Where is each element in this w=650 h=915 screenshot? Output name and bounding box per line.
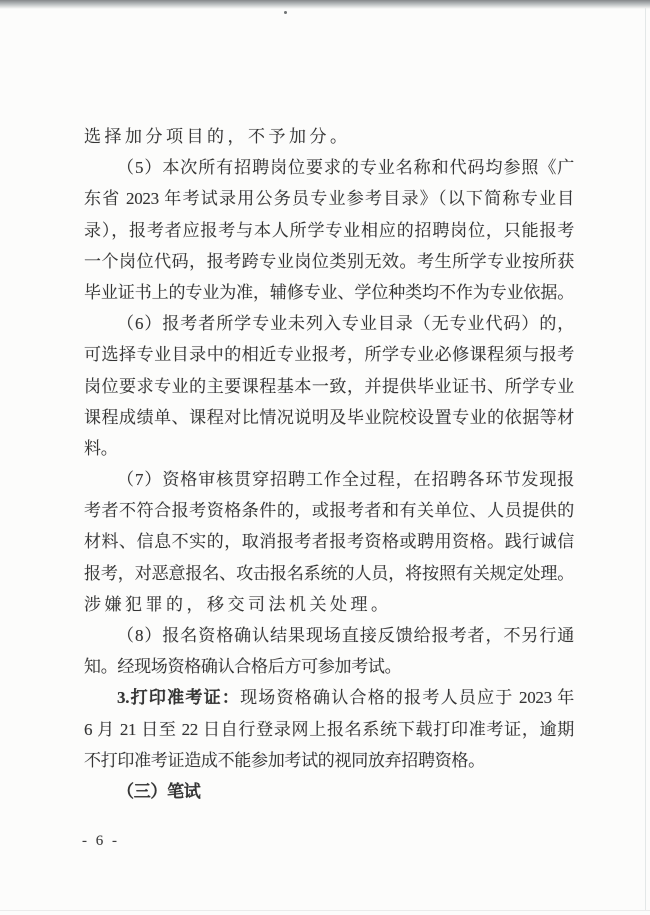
text-line-7 [84, 308, 574, 339]
text-segment: 一个岗位代码，报考跨专业岗位类别无效。考生所学专业按所获 [84, 251, 574, 271]
text-line-1 [84, 121, 574, 152]
text-segment: 岗位要求专业的主要课程基本一致，并提供毕业证书、所学专业 [84, 376, 574, 396]
scan-edge-bottom [0, 910, 650, 911]
text-segment: 课程成绩单、课程对比情况说明及毕业院校设置专业的依据等材 [84, 407, 574, 427]
text-line-8 [84, 339, 574, 370]
text-segment: 现场资格确认合格的报考人员应于 2023 年 [240, 688, 574, 708]
text-segment: 录），报考者应报考与本人所学专业相应的招聘岗位，只能报考 [84, 220, 574, 240]
text-segment: （5）本次所有招聘岗位要求的专业名称和代码均参照《广 [117, 158, 574, 178]
scan-edge-right [645, 8, 646, 910]
text-line-11 [84, 433, 574, 464]
text-segment: 材料、信息不实的，取消报考者报考资格或聘用资格。践行诚信 [84, 532, 574, 552]
text-segment: 可选择专业目录中的相近专业报考，所学专业必修课程须与报考 [84, 345, 574, 365]
scan-speck-artifact [284, 11, 287, 14]
text-line-20 [84, 714, 574, 745]
document-body [84, 121, 574, 807]
text-segment: （7）资格审核贯穿招聘工作全过程，在招聘各环节发现报 [117, 470, 574, 490]
text-segment: 毕业证书上的专业为准，辅修专业、学位种类均不作为专业依据。 [84, 282, 574, 302]
text-line-17 [84, 620, 574, 651]
text-line-4 [84, 215, 574, 246]
text-line-10 [84, 402, 574, 433]
text-segment: （8）报名资格确认结果现场直接反馈给报考者，不另行通 [117, 626, 574, 645]
text-line-14 [84, 526, 574, 557]
text-line-9 [84, 371, 574, 402]
text-line-18 [84, 651, 574, 682]
text-line-6 [84, 277, 574, 308]
text-segment: 不打印准考证造成不能参加考试的视同放弃招聘资格。 [84, 750, 485, 770]
text-segment: 报考，对恶意报名、攻击报名系统的人员，将按照有关规定处理。 [84, 563, 574, 583]
text-line-5 [84, 246, 574, 277]
text-segment: （6）报考者所学专业未列入专业目录（无专业代码）的， [117, 314, 574, 334]
page-number: - 6 - [82, 833, 120, 849]
text-segment: 考者不符合报考资格条件的，或报考者和有关单位、人员提供的 [84, 501, 574, 521]
text-line-3 [84, 183, 574, 214]
text-segment-bold: 3.打印准考证： [117, 688, 241, 708]
text-segment: 选择加分项目的，不予加分。 [84, 127, 351, 146]
text-line-16 [84, 589, 574, 620]
text-line-15 [84, 558, 574, 589]
text-segment: 涉嫌犯罪的，移交司法机关处理。 [84, 594, 392, 614]
text-line-13 [84, 495, 574, 526]
text-line-19 [84, 682, 574, 713]
text-segment-bold: （三）笔试 [117, 781, 201, 801]
text-line-21 [84, 745, 574, 776]
text-line-2 [84, 152, 574, 183]
text-segment: 6 月 21 日至 22 日自行登录网上报名系统下载打印准考证，逾期 [84, 719, 574, 739]
text-segment: 东省 2023 年考试录用公务员专业参考目录》（以下简称专业目 [84, 189, 574, 209]
scan-edge-top [0, 0, 650, 10]
text-line-22 [84, 776, 574, 807]
text-segment: 知。经现场资格确认合格后方可参加考试。 [84, 657, 402, 677]
text-segment: 料。 [84, 438, 118, 458]
text-line-12 [84, 464, 574, 495]
